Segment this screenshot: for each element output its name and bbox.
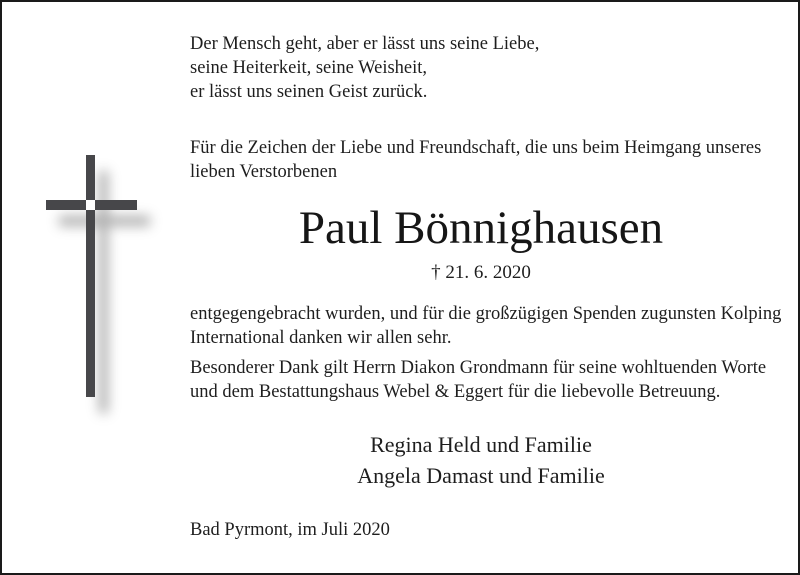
cross-vertical-bar [86,155,95,397]
thanks-line: International danken wir allen sehr. [190,328,452,348]
mourner-line: Regina Held und Familie [370,432,592,457]
death-date: † 21. 6. 2020 [431,262,531,283]
opening-verse [190,32,772,104]
deceased-name: Paul Bönnighausen [298,202,664,254]
place-date: Bad Pyrmont, im Juli 2020 [190,520,390,540]
special-thanks-line: Besonderer Dank gilt Herrn Diakon Grondmann für seine wohltuenden Worte [190,358,767,378]
intro-paragraph [190,136,772,184]
cross-center-square [86,200,95,210]
mourner-line: Angela Damast und Familie [357,463,605,488]
thanks-line: entgegengebracht wurden, und für die großzügigen Spenden zugunsten Kolping [190,304,782,324]
special-thanks-paragraph [190,356,772,404]
verse-line: seine Heiterkeit, seine Weisheit, [190,58,428,78]
verse-line: Der Mensch geht, aber er lässt uns seine Liebe, [190,34,540,54]
intro-line: Für die Zeichen der Liebe und Freundschaft, die uns beim Heimgang unseres [190,138,762,158]
verse-line: er lässt uns seinen Geist zurück. [190,82,428,102]
special-thanks-line: und dem Bestattungshaus Webel & Eggert für die liebevolle Betreuung. [190,382,721,402]
memorial-cross-icon [2,2,162,432]
intro-line: lieben Verstorbenen [190,162,338,182]
mourners [190,429,772,491]
thanks-paragraph [190,302,782,350]
